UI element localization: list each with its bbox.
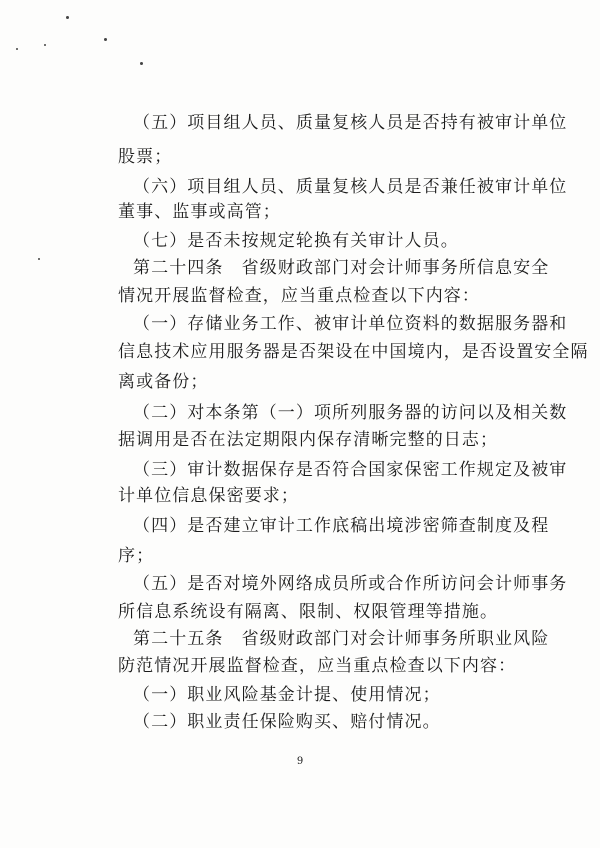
paragraph-line: 所信息系统设有隔离、限制、权限管理等措施。 bbox=[118, 602, 499, 622]
paragraph-line: （六）项目组人员、质量复核人员是否兼任被审计单位 bbox=[133, 177, 568, 197]
scan-speck bbox=[44, 44, 46, 46]
paragraph-line: 股票； bbox=[118, 147, 173, 167]
scan-speck bbox=[16, 48, 18, 50]
paragraph-line: （三）审计数据保存是否符合国家保密工作规定及被审 bbox=[133, 460, 568, 480]
paragraph-line: （一）存储业务工作、被审计单位资料的数据服务器和 bbox=[133, 314, 568, 334]
paragraph-line: 计单位信息保密要求； bbox=[118, 486, 299, 506]
scan-speck bbox=[38, 258, 40, 260]
article-heading-line: 第二十五条 省级财政部门对会计师事务所职业风险 bbox=[133, 629, 550, 649]
paragraph-line: （五）是否对境外网络成员所或合作所访问会计师事务 bbox=[133, 574, 568, 594]
paragraph-line: （七）是否未按规定轮换有关审计人员。 bbox=[133, 231, 459, 251]
scan-speck bbox=[66, 16, 69, 19]
paragraph-line: （四）是否建立审计工作底稿出境涉密筛查制度及程 bbox=[133, 516, 550, 536]
paragraph-line: （二）对本条第（一）项所列服务器的访问以及相关数 bbox=[133, 403, 568, 423]
page-number: 9 bbox=[296, 756, 304, 767]
paragraph-line: 防范情况开展监督检查，应当重点检查以下内容： bbox=[118, 656, 517, 676]
paragraph-line: （二）职业责任保险购买、赔付情况。 bbox=[133, 712, 441, 732]
paragraph-line: 董事、监事或高管； bbox=[118, 202, 281, 222]
paragraph-line: 情况开展监督检查，应当重点检查以下内容： bbox=[118, 286, 480, 306]
scan-speck bbox=[140, 62, 143, 65]
paragraph-line: 序； bbox=[118, 546, 155, 566]
paragraph-line: （一）职业风险基金计提、使用情况； bbox=[133, 685, 441, 705]
paragraph-line: 据调用是否在法定期限内保存清晰完整的日志； bbox=[118, 430, 499, 450]
scan-speck bbox=[104, 38, 107, 41]
article-heading-line: 第二十四条 省级财政部门对会计师事务所信息安全 bbox=[133, 258, 550, 278]
paragraph-line: 离或备份； bbox=[118, 372, 209, 392]
paragraph-line: （五）项目组人员、质量复核人员是否持有被审计单位 bbox=[133, 113, 568, 133]
paragraph-line: 信息技术应用服务器是否架设在中国境内，是否设置安全隔 bbox=[118, 342, 589, 362]
